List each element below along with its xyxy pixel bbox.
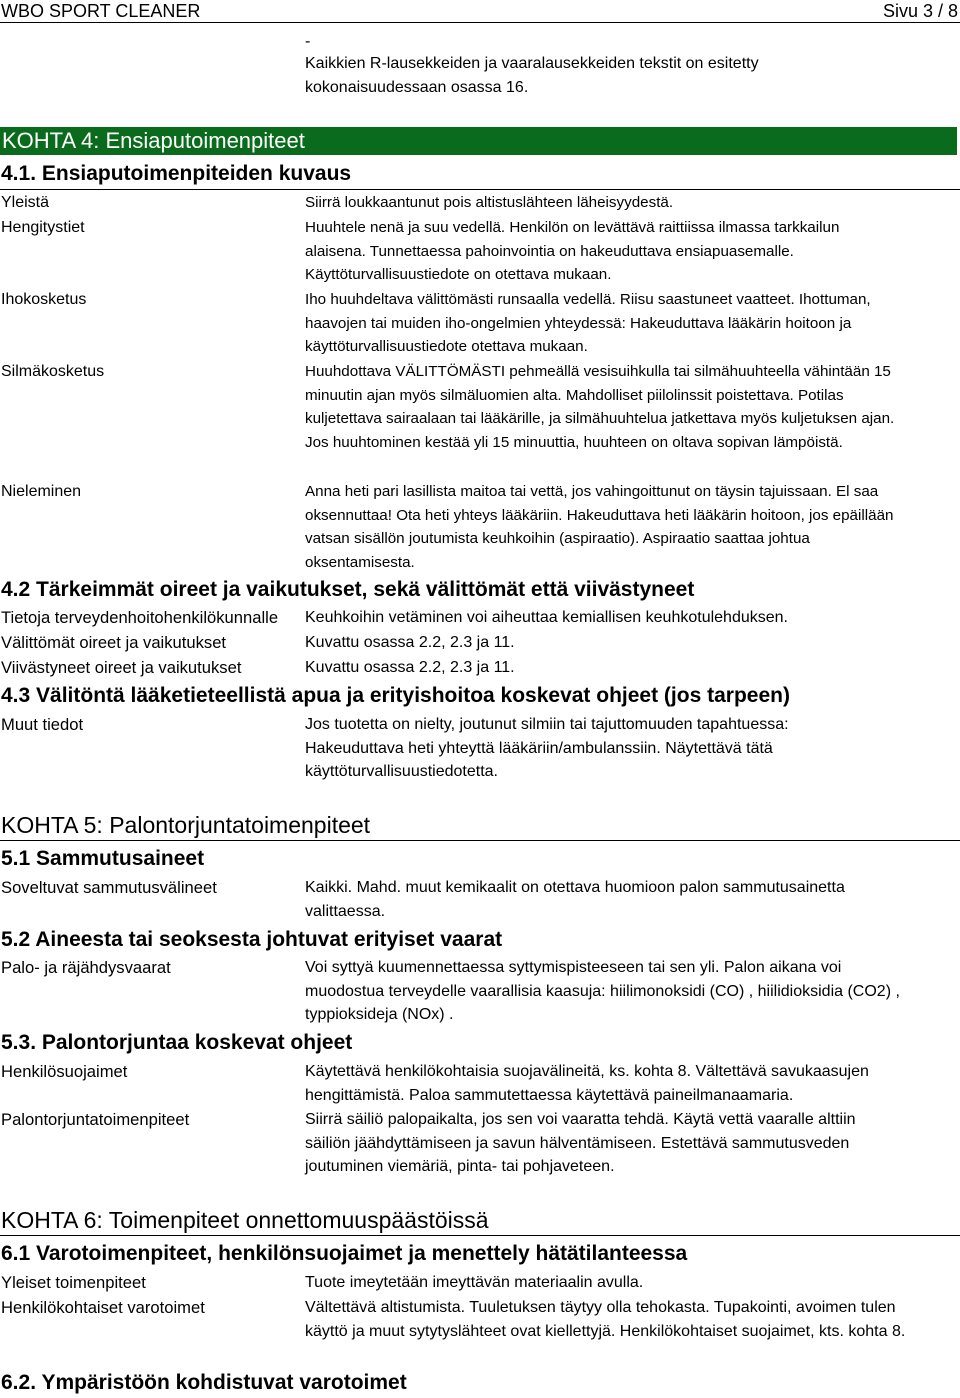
row-label-inhalation: Hengitystiet xyxy=(1,219,85,236)
divider xyxy=(0,840,960,841)
row-value-fire-hazards: Voi syttyä kuumennettaessa syttymispisteeseen tai sen yli. Palon aikana voi muodostua terveydelle vaarallisia kaasuja: hiilimonoksidi (CO) , hiilidioksidia (CO2) , typpioksideja (NOx) . xyxy=(305,959,900,1023)
row-value-inhalation: Huuhtele nenä ja suu vedellä. Henkilön on levättävä raittiissa ilmassa tarkkailun alaisena. Tunnettaessa pahoinvointia on hakeuduttava ensiapuasemalle. Käyttöturvallisuustiedote on otettava mukaan. xyxy=(305,219,840,283)
subsection-6-2-title: 6.2. Ympäristöön kohdistuvat varotoimet xyxy=(1,1371,407,1394)
row-label-other-info: Muut tiedot xyxy=(1,715,84,734)
row-value-immediate-effects: Kuvattu osassa 2.2, 2.3 ja 11. xyxy=(305,634,515,651)
row-label-skin: Ihokosketus xyxy=(1,291,87,308)
divider xyxy=(0,1235,960,1236)
row-value-eye: Huuhdottava VÄLITTÖMÄSTI pehmeällä vesisuihkulla tai silmähuuhteella vähintään 15 minuutin ajan myös silmäluomien alta. Mahdolliset piilolinssit poistettava. Potilas kuljetettava sairaalaan tai lääkärille, ja silmähuuhtelua jatkettava myös kuljetuksen ajan. Jos huuhtominen kestää yli 15 minuuttia, huuhteen on oltava sopivan lämpöistä. xyxy=(305,363,895,451)
product-name: WBO SPORT CLEANER xyxy=(1,1,201,21)
divider xyxy=(0,189,960,190)
row-label-general-measures: Yleiset toimenpiteet xyxy=(1,1273,146,1292)
page-header xyxy=(0,0,960,23)
subsection-6-1-title: 6.1 Varotoimenpiteet, henkilönsuojaimet ja menettely hätätilanteessa xyxy=(1,1242,688,1265)
row-value-extinguishing-media: Kaikki. Mahd. muut kemikaalit on otettava huomioon palon sammutusainetta valittaessa. xyxy=(305,879,845,920)
intro-text: Kaikkien R-lausekkeiden ja vaaralausekkeiden tekstit on esitetty kokonaisuudessaan osassa 16. xyxy=(305,55,759,96)
row-label-ingestion: Nieleminen xyxy=(1,483,82,500)
row-value-skin: Iho huuhdeltava välittömästi runsaalla vedellä. Riisu saastuneet vaatteet. Ihottuman, haavojen tai muiden iho-ongelmien yhteydessä: Hakeuduttava lääkärin hoitoon ja käyttöturvallisuustiedote otettava mukaan. xyxy=(305,291,871,355)
intro-dash: - xyxy=(305,33,311,50)
row-label-personal-precautions: Henkilökohtaiset varotoimet xyxy=(1,1298,205,1317)
subsection-5-1-title: 5.1 Sammutusaineet xyxy=(1,847,205,870)
row-value-firefighting-measures: Siirrä säiliö palopaikalta, jos sen voi vaaratta tehdä. Käytä vettä vaaralle alttiin säiliön jäähdyttämiseen ja savun hälventämiseen. Estettävä sammutusveden joutuminen viemäriä, pinta- tai pohjaveteen. xyxy=(305,1111,856,1175)
row-value-personal-precautions: Vältettävä altistumista. Tuuletuksen täytyy olla tehokasta. Tupakointi, avoimen tulen käyttö ja muut sytytyslähteet ovat kiellettyjä. Henkilökohtaiset suojaimet, kts. kohta 8. xyxy=(305,1299,906,1340)
page-number: Sivu 3 / 8 xyxy=(882,1,958,21)
row-label-eye: Silmäkosketus xyxy=(1,363,105,380)
row-label-protective-equipment: Henkilösuojaimet xyxy=(1,1062,128,1081)
subsection-4-2-title: 4.2 Tärkeimmät oireet ja vaikutukset, sekä välittömät että viivästyneet xyxy=(1,578,695,601)
row-value-general-measures: Tuote imeytetään imeyttävän materiaalin avulla. xyxy=(305,1274,644,1291)
row-label-fire-hazards: Palo- ja räjähdysvaarat xyxy=(1,958,171,977)
row-value-healthcare-info: Keuhkoihin vetäminen voi aiheuttaa kemiallisen keuhkotulehduksen. xyxy=(305,609,788,626)
row-value-ingestion: Anna heti pari lasillista maitoa tai vettä, jos vahingoittunut on täysin tajuissaan. El saa oksennuttaa! Ota heti yhteys lääkäriin. Hakeuduttava heti lääkärin hoitoon, jos epäillään vatsan sisällön joutumista keuhkoihin (aspiraatio). Aspiraatio saattaa johtua oksentamisesta. xyxy=(305,483,894,571)
row-label-extinguishing-media: Soveltuvat sammutusvälineet xyxy=(1,878,217,897)
section-6-title: KOHTA 6: Toimenpiteet onnettomuuspäästöissä xyxy=(1,1207,489,1233)
subsection-5-2-title: 5.2 Aineesta tai seoksesta johtuvat erityiset vaarat xyxy=(1,928,503,951)
row-label-healthcare-info: Tietoja terveydenhoitohenkilökunnalle xyxy=(1,608,279,627)
subsection-4-1-title: 4.1. Ensiaputoimenpiteiden kuvaus xyxy=(1,162,352,185)
section-4-title: KOHTA 4: Ensiaputoimenpiteet xyxy=(0,127,957,155)
row-label-immediate-effects: Välittömät oireet ja vaikutukset xyxy=(1,633,227,652)
row-label-delayed-effects: Viivästyneet oireet ja vaikutukset xyxy=(1,658,242,677)
row-label-general: Yleistä xyxy=(1,194,50,211)
section-5-title: KOHTA 5: Palontorjuntatoimenpiteet xyxy=(1,812,371,838)
row-value-protective-equipment: Käytettävä henkilökohtaisia suojavälineitä, ks. kohta 8. Vältettävä savukaasujen hengittämistä. Paloa sammutettaessa käytettävä paineilmanaamaria. xyxy=(305,1063,869,1104)
row-value-general: Siirrä loukkaantunut pois altistuslähteen läheisyydestä. xyxy=(305,194,674,211)
row-value-other-info: Jos tuotetta on nielty, joutunut silmiin tai tajuttomuuden tapahtuessa: Hakeuduttava heti yhteyttä lääkäriin/ambulanssiin. Näytettävä tätä käyttöturvallisuustiedotetta. xyxy=(305,716,789,780)
row-label-firefighting-measures: Palontorjuntatoimenpiteet xyxy=(1,1110,190,1129)
subsection-4-3-title: 4.3 Välitöntä lääketieteellistä apua ja erityishoitoa koskevat ohjeet (jos tarpeen) xyxy=(1,684,790,707)
row-value-delayed-effects: Kuvattu osassa 2.2, 2.3 ja 11. xyxy=(305,659,515,676)
subsection-5-3-title: 5.3. Palontorjuntaa koskevat ohjeet xyxy=(1,1031,353,1054)
